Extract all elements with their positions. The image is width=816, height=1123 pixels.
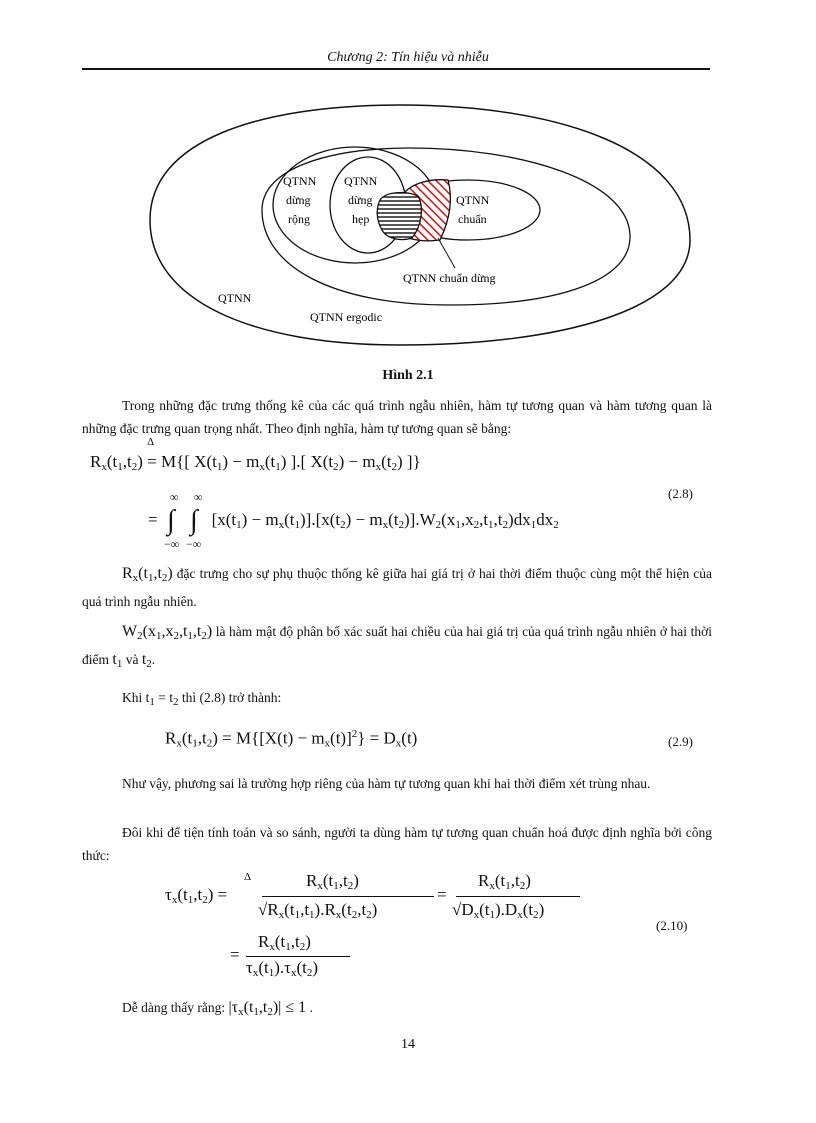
equation-2-8-line2: = $[x(t_1) - m_x(t_1)].[x(t_2) - m_x(t_2)].W_2(x_1,x_2,t_1,t_2)dx_1dx_2$ <box>148 510 559 531</box>
venn-diagram <box>0 0 816 360</box>
paragraph-5: Như vậy, phương sai là trường hợp riêng của hàm tự tương quan khi hai thời điểm xét trùng nhau. <box>122 776 651 791</box>
label-dung-hep-1: QTNN <box>344 174 378 188</box>
paragraph-4: Khi $t_1 = t_2$ thì (2.8) trở thành: <box>122 690 282 708</box>
label-chuan-2: chuẩn <box>458 212 487 226</box>
label-dung-rong-2: dừng <box>286 193 311 207</box>
delta-symbol: Δ <box>147 436 155 448</box>
equation-2-8-line1: $R_x(t_1,t_2)$ Δ = M{[ $X(t_1) - m_x(t_1)$ ].[ $X(t_2) - m_x(t_2)$ ]} <box>90 436 421 473</box>
equation-2-10-line2-eq: = <box>230 945 240 964</box>
equation-2-10-number: (2.10) <box>656 918 688 933</box>
equation-2-10-lhs: $\tau_x(t_1,t_2)$ = <box>165 885 228 906</box>
equation-2-10-eq: = <box>437 885 447 904</box>
fraction-bar-1 <box>262 896 434 897</box>
label-dung-rong-1: QTNN <box>283 174 317 188</box>
fraction-bar-2 <box>456 896 580 897</box>
equation-2-10-num1: $R_x(t_1,t_2)$ <box>306 871 359 892</box>
equation-2-8-number: (2.8) <box>668 486 693 501</box>
dung-hep-chuan-region <box>377 193 421 240</box>
paragraph-6: Đôi khi để tiện tính toán và so sánh, người ta dùng hàm tự tương quan chuẩn hoá được định nghĩa bởi công thức: <box>82 825 712 863</box>
equation-2-10-den3: $\tau_x(t_1).\tau_x(t_2)$ <box>246 958 319 979</box>
equation-2-10-den2: $√D_x(t_1).D_x(t_2)$ <box>452 900 545 921</box>
equation-2-10-num3: $R_x(t_1,t_2)$ <box>258 932 311 953</box>
integral-2: ∫ <box>190 505 198 536</box>
label-dung-hep-3: hẹp <box>352 212 370 226</box>
lower-limit-1: −∞ <box>164 537 180 551</box>
paragraph-1: Trong những đặc trưng thống kê của các quá trình ngẫu nhiên, hàm tự tương quan và hàm tương quan là những đặc trưng quan trọng nhất. Theo định nghĩa, hàm tự tương quan sẽ bằng: <box>82 398 712 436</box>
equation-2-9: $R_x(t_1,t_2) = M\{[X(t) - m_x(t)]^2\} = D_x(t)$ <box>165 728 418 750</box>
equation-2-10-num2: $R_x(t_1,t_2)$ <box>478 871 531 892</box>
page-number: 14 <box>401 1037 415 1052</box>
paragraph-3: $W_2(x_1,x_2,t_1,t_2)$ là hàm mật độ phân bố xác suất hai chiều của hai giá trị của quá trình ngẫu nhiên ở hai thời điểm $t_1$ và $t_2$. <box>82 623 713 670</box>
label-dung-rong-3: rộng <box>288 212 310 226</box>
paragraph-7: Dễ dàng thấy rằng: $|\tau_x(t_1,t_2)| \le 1$ . <box>122 999 313 1018</box>
page-header: Chương 2: Tín hiệu và nhiễu <box>327 50 489 65</box>
fraction-bar-3 <box>246 956 350 957</box>
label-chuan-dung: QTNN chuẩn dừng <box>403 271 496 285</box>
paragraph-2: $R_x(t_1,t_2)$ đặc trưng cho sự phụ thuộc thống kê giữa hai giá trị ở hai thời điểm thuộc cùng một thể hiện của quá trình ngẫu nhiên. <box>82 565 713 609</box>
label-ergodic: QTNN ergodic <box>310 310 383 324</box>
upper-limit-1: ∞ <box>170 490 179 504</box>
figure-caption: Hình 2.1 <box>382 368 434 383</box>
lower-limit-2: −∞ <box>186 537 202 551</box>
equation-2-9-number: (2.9) <box>668 734 693 749</box>
label-qtnn: QTNN <box>218 291 252 305</box>
integral-1: ∫ <box>167 505 175 536</box>
upper-limit-2: ∞ <box>194 490 203 504</box>
label-dung-hep-2: dừng <box>348 193 373 207</box>
label-chuan-1: QTNN <box>456 193 490 207</box>
equation-2-10-delta: Δ <box>244 871 252 883</box>
equation-2-10-den1: $√R_x(t_1,t_1).R_x(t_2,t_2)$ <box>258 900 378 921</box>
